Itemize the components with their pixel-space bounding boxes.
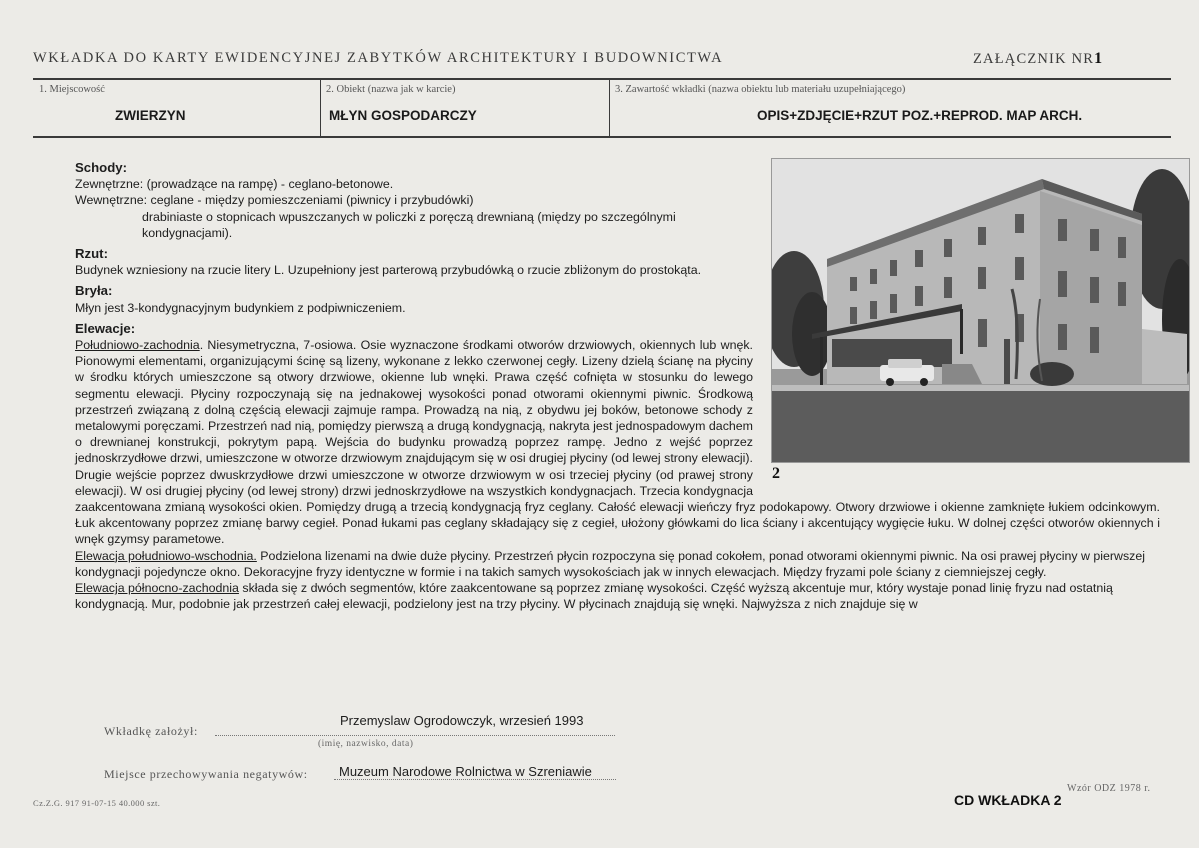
photo-number: 2 (772, 465, 780, 482)
schody-zewnetrzne: Zewnętrzne: (prowadzące na rampę) - ceglano-betonowe. (75, 177, 394, 192)
author-dotted-line (215, 735, 615, 736)
field-obiekt (320, 80, 609, 136)
field-zawartosc (609, 80, 1171, 136)
elewacja-pw-paragraph (75, 548, 1160, 580)
author-sublabel: (imię, nazwisko, data) (318, 739, 414, 749)
schody-wewnetrzne-cont: drabiniaste o stopnicach wpuszczanych w policzki z poręczą drewnianą (między po szczególnymi kondygnacjami). (142, 209, 676, 240)
field-label: 2. Obiekt (nazwa jak w karcie) (326, 84, 456, 95)
storage-label: Miejsce przechowywania negatywów: (104, 767, 308, 781)
field-miejscowosc (33, 80, 320, 136)
elewacja-pw-text: Podzielona lizenami na dwie duże płyciny. Przestrzeń płycin rozpoczyna się ponad cokołem, ponad otworami okiennymi piwnic. Na osi prawej płyciny w pierwszej kondygnacji pojedyncze okno. Dekoracyjne fryzy identyczne w formie i na takich samych wysokościach jak w innych elewacjach. Między fryzami pole ściany z ciemniejszej cegły. (75, 548, 1146, 579)
author-value: Przemyslaw Ogrodowczyk, wrzesień 1993 (340, 713, 584, 728)
field-label: 3. Zawartość wkładki (nazwa obiektu lub materiału uzupełniającego) (615, 84, 906, 95)
attachment-label: ZAŁĄCZNIK NR (973, 51, 1095, 67)
elewacja-pnz-label: Elewacja północno-zachodnia (75, 581, 239, 596)
elewacja-pw-label: Elewacja południowo-wschodnia. (75, 548, 257, 563)
field-value: ZWIERZYN (115, 108, 186, 123)
field-value: OPIS+ZDJĘCIE+RZUT POZ.+REPROD. MAP ARCH. (757, 108, 1083, 123)
mill-building-photo (771, 158, 1190, 463)
field-value: MŁYN GOSPODARCZY (329, 108, 477, 123)
bryla-text: Młyn jest 3-kondygnacyjnym budynkiem z podpiwniczeniem. (75, 300, 406, 315)
elewacja-pz-text: . Niesymetryczna, 7-osiowa. Osie wyznaczone środkami otworów drzwiowych, okiennych lub wnęk. Pionowymi elementami, organizującymi ścinę są lizeny, wykonane z lekko czerwonej cegły. Lizeny dzielą ścianę na płyciny w środku których umieszczone są otwory drzwiowe, okienne lub wnęki. Prawa część cofnięta w stosunku do lewego segmentu elewacji. Płyciny rozpoczynają się na jednakowej wysokości ponad otworami okiennymi piwnic. Środkową przestrzeń związaną z dolną częścią elewacji zajmuje rampa. Prowadzą na nią, z obydwu jej boków, betonowe schody z metalowymi poręczami. Przestrzeń nad nią, pomiędzy pierwszą a drugą kondygnacją, nakryta jest jednospadowym dachem o drewnianej konstrukcji, pokrytym papą. Wejścia do budynku prowadzą poprzez rampę. Jedno z wejść poprzez jednoskrzydłowe drzwi, umieszczone w otworze drzwiowym znajdującym się w osi drugiej płyciny (od lewej strony elewacji). Drugie wejście poprzez dwuskrzydłowe drzwi umieszczone w otworze drzwiowym w osi trzeciej płyciny (od prawej strony elewacji). W osi drugiej płyciny (od lewej strony) drzwi jednoskrzydłowe na wszystkich kondygnacjach. Trzecia kondygnacja zaakcentowana zmianą wysokości okien. Pomiędzy drugą a trzecią kondygnacją fryz ceglany. Całość elewacji wieńczy fryz podokapowy. Otwory drzwiowe i okienne zamknięte łukiem odcinkowym. Łuk akcentowany poprzez zmianę barwy cegieł. Ponad łukami pas ceglany składający się z cegieł, ułożony główkami do lica ściany i akcentujący wygięcie łuku. W dolnej części otworów okiennych i wnęk gzymsy parametowe. (75, 338, 1160, 547)
header-bottom-rule (33, 136, 1171, 138)
section-heading-bryla: Bryła: (75, 283, 113, 299)
document-title: WKŁADKA DO KARTY EWIDENCYJNEJ ZABYTKÓW ARCHITEKTURY I BUDOWNICTWA (33, 50, 724, 66)
attachment-number-value: 1 (1094, 50, 1104, 67)
author-label: Wkładkę założył: (104, 724, 198, 738)
attachment-number (973, 50, 1103, 68)
print-info: Cz.Z.G. 917 91-07-15 40.000 szt. (33, 798, 161, 808)
elewacja-pnz-paragraph (75, 580, 1160, 612)
section-heading-rzut: Rzut: (75, 246, 108, 262)
section-heading-elewacje: Elewacje: (75, 320, 136, 336)
document-code: CD WKŁADKA 2 (954, 792, 1062, 808)
description-body (75, 160, 1160, 612)
form-template-label: Wzór ODZ 1978 r. (1067, 783, 1151, 794)
field-label: 1. Miejscowość (39, 84, 105, 95)
elewacja-pz-label: Południowo-zachodnia (75, 338, 200, 353)
elewacja-pnz-text: składa się z dwóch segmentów, które zaakcentowane są poprzez zmianę wysokości. Część wyższą akcentuje mur, który wystaje ponad linię fryzu nad ostatnią kondygnacją. Mur, podobnie jak przestrzeń całej elewacji, podzielony jest na trzy płyciny. W płycinach znajdują się wnęki. Najwyższa z nich znajduje się w (75, 581, 1113, 612)
photo-block (771, 158, 1190, 488)
storage-value: Muzeum Narodowe Rolnictwa w Szreniawie (339, 764, 592, 779)
rzut-text: Budynek wzniesiony na rzucie litery L. Uzupełniony jest parterową przybudówką o rzucie zbliżonym do prostokąta. (75, 263, 702, 278)
schody-wewnetrzne: Wewnętrzne: ceglane - między pomieszczeniami (piwnicy i przybudówki) (75, 193, 474, 208)
section-heading-schody: Schody: (75, 160, 128, 175)
storage-dotted-line (334, 779, 616, 780)
